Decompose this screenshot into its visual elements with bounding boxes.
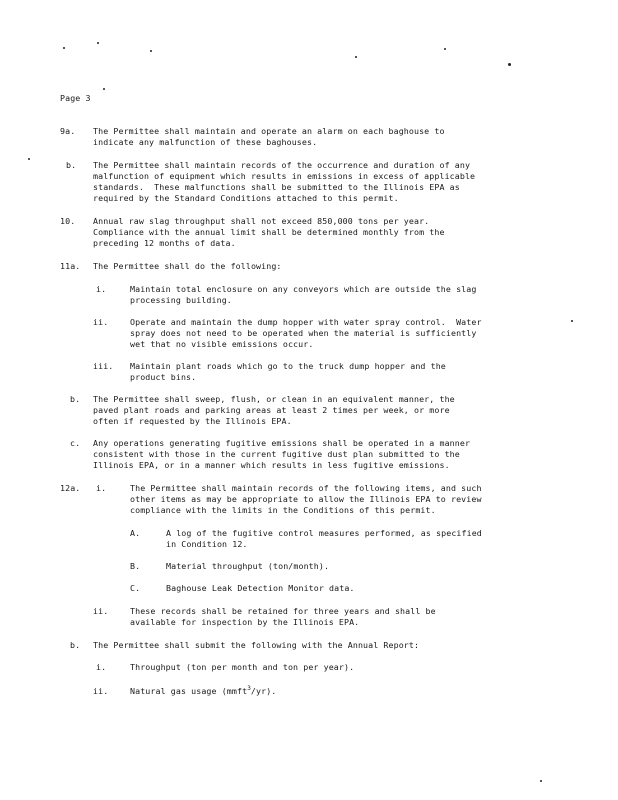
scan-speck — [355, 56, 357, 58]
item-label: 9a. — [60, 126, 76, 136]
item-text-line: required by the Standard Conditions attached to this permit. — [93, 193, 399, 203]
item-text-line: The Permittee shall do the following: — [93, 261, 282, 271]
item-text-line: preceding 12 months of data. — [93, 238, 236, 248]
item-text-line: Throughput (ton per month and ton per year). — [130, 662, 355, 672]
item-text-line: A log of the fugitive control measures performed, as specified — [166, 528, 482, 538]
subsubitem-label: C. — [130, 583, 141, 593]
item-text-line: processing building. — [130, 295, 232, 305]
subsubitem-label: B. — [130, 561, 141, 571]
scan-speck — [28, 158, 30, 160]
item-text-line: Compliance with the annual limit shall be determined monthly from the — [93, 227, 445, 237]
item-text-line: paved plant roads and parking areas at least 2 times per week, or more — [93, 405, 450, 415]
item-text-line: Illinois EPA, or in a manner which results in less fugitive emissions. — [93, 460, 450, 470]
item-label: b. — [70, 394, 81, 404]
item-text-line: consistent with those in the current fugitive dust plan submitted to the — [93, 449, 460, 459]
item-label: 12a. — [60, 483, 81, 493]
item-text-line: The Permittee shall maintain and operate an alarm on each baghouse to — [93, 126, 445, 136]
item-label: c. — [70, 438, 81, 448]
subitem-label: i. — [96, 662, 107, 672]
item-text-line: standards. These malfunctions shall be submitted to the Illinois EPA as — [93, 182, 460, 192]
item-text-line: Operate and maintain the dump hopper with water spray control. Water — [130, 317, 482, 327]
scan-speck — [444, 48, 446, 50]
item-text-line: wet that no visible emissions occur. — [130, 339, 314, 349]
item-text-line: Maintain total enclosure on any conveyors which are outside the slag — [130, 284, 477, 294]
scan-speck — [63, 47, 65, 49]
item-text-line: These records shall be retained for three years and shall be — [130, 606, 436, 616]
subitem-label: i. — [96, 483, 107, 493]
item-text-line: Baghouse Leak Detection Monitor data. — [166, 583, 355, 593]
superscript: 3 — [247, 685, 251, 693]
subitem-label: i. — [96, 284, 107, 294]
item-text-line: available for inspection by the Illinois EPA. — [130, 617, 360, 627]
subitem-label: ii. — [93, 317, 109, 327]
scan-speck — [508, 63, 511, 66]
item-text-line: The Permittee shall maintain records of the occurrence and duration of any — [93, 160, 471, 170]
scan-speck — [103, 88, 105, 90]
item-text-line: Maintain plant roads which go to the truck dump hopper and the — [130, 361, 446, 371]
item-text-line: Any operations generating fugitive emissions shall be operated in a manner — [93, 438, 471, 448]
item-text-line — [130, 686, 276, 698]
subitem-label: ii. — [93, 686, 109, 696]
item-text-line: The Permittee shall maintain records of the following items, and such — [130, 483, 482, 493]
item-label: 11a. — [60, 261, 81, 271]
item-text-line: Material throughput (ton/month). — [166, 561, 330, 571]
item-text-line: compliance with the limits in the Conditions of this permit. — [130, 505, 436, 515]
item-text-line: malfunction of equipment which results in emissions in excess of applicable — [93, 171, 476, 181]
item-text-line: often if requested by the Illinois EPA. — [93, 416, 292, 426]
scan-speck — [150, 50, 152, 52]
item-text-part: Natural gas usage (mmft — [130, 686, 248, 696]
item-text-line: spray does not need to be operated when the material is sufficiently — [130, 328, 477, 338]
item-text-line: other items as may be appropriate to allow the Illinois EPA to review — [130, 494, 482, 504]
item-text-part: /yr). — [250, 686, 277, 696]
item-label: b. — [70, 640, 81, 650]
page-label: Page 3 — [60, 93, 91, 103]
item-text-line: The Permittee shall sweep, flush, or clean in an equivalent manner, the — [93, 394, 455, 404]
item-text-line: Annual raw slag throughput shall not exceed 850,000 tons per year. — [93, 216, 430, 226]
subitem-label: ii. — [93, 606, 109, 616]
scan-speck — [540, 780, 542, 782]
item-text-line: product bins. — [130, 372, 197, 382]
subitem-label: iii. — [93, 361, 114, 371]
item-text-line: in Condition 12. — [166, 539, 248, 549]
scan-speck — [97, 42, 99, 44]
item-label: b. — [66, 160, 77, 170]
item-label: 10. — [60, 216, 76, 226]
subsubitem-label: A. — [130, 528, 141, 538]
item-text-line: indicate any malfunction of these baghouses. — [93, 137, 318, 147]
scan-speck — [571, 320, 573, 322]
item-text-line: The Permittee shall submit the following with the Annual Report: — [93, 640, 420, 650]
